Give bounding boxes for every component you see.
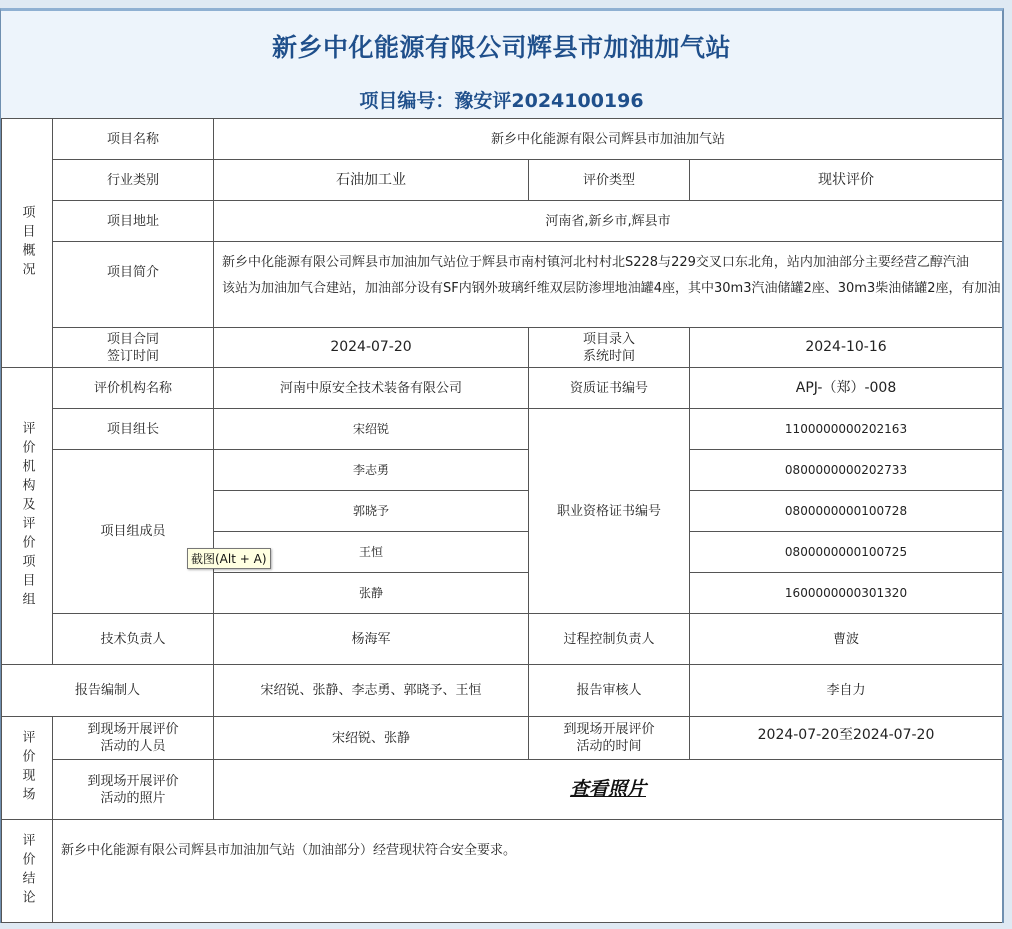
- section-agency-label: 评价机构及评价项目组: [1, 367, 52, 664]
- contract-time-label: 项目合同 签订时间: [52, 327, 213, 367]
- project-number: 项目编号：豫安评2024100196: [359, 90, 644, 112]
- report-author-value: 宋绍锐、张静、李志勇、郭晓予、王恒: [213, 664, 528, 716]
- section-conclusion-label: 评价结论: [1, 819, 52, 922]
- process-lead-value: 曹波: [689, 613, 1002, 664]
- person-name: 郭晓予: [213, 490, 528, 531]
- table-bottom-border: [1, 922, 1002, 923]
- process-lead-label: 过程控制负责人: [528, 613, 689, 664]
- intro-value: [213, 241, 1002, 327]
- intro-label: 项目简介: [52, 241, 213, 327]
- qualification-label: 职业资格证书编号: [528, 408, 689, 613]
- person-name: 李志勇: [213, 449, 528, 490]
- industry-value: 石油加工业: [213, 159, 528, 200]
- site-people-label: 到现场开展评价 活动的人员: [52, 716, 213, 759]
- person-name: 张静: [213, 572, 528, 613]
- page-title: 新乡中化能源有限公司辉县市加油加气站: [271, 33, 731, 62]
- org-name-value: 河南中原安全技术装备有限公司: [213, 367, 528, 408]
- person-name: 宋绍锐: [213, 408, 528, 449]
- site-time-value: 2024-07-20至2024-07-20: [689, 716, 1002, 759]
- tech-lead-label: 技术负责人: [52, 613, 213, 664]
- entry-time-label: 项目录入 系统时间: [528, 327, 689, 367]
- person-cert: 0800000000202733: [689, 449, 1002, 490]
- info-table: [1, 118, 1002, 923]
- project-name-label: 项目名称: [52, 118, 213, 159]
- person-cert: 0800000000100725: [689, 531, 1002, 572]
- eval-type-value: 现状评价: [689, 159, 1002, 200]
- view-photos-link[interactable]: 查看照片: [569, 778, 646, 800]
- intro-line: 新乡中化能源有限公司辉县市加油加气站位于辉县市南村镇河北村村北S228与229交叉口东北角，站内加油部分主要经营乙醇汽油: [222, 255, 969, 270]
- address-value: 河南省,新乡市,辉县市: [213, 200, 1002, 241]
- org-name-label: 评价机构名称: [52, 367, 213, 408]
- contract-time-value: 2024-07-20: [213, 327, 528, 367]
- section-overview-label: 项目概况: [1, 118, 52, 367]
- person-cert: 1600000000301320: [689, 572, 1002, 613]
- cert-number-label: 资质证书编号: [528, 367, 689, 408]
- person-name: 王恒: [213, 531, 528, 572]
- report-frame: [0, 8, 1004, 923]
- intro-line: 该站为加油加气合建站，加油部分设有SF内钢外玻璃纤维双层防渗埋地油罐4座，其中30m3汽油储罐2座、30m3柴油储罐2座，有加油: [222, 281, 1001, 296]
- site-time-label: 到现场开展评价 活动的时间: [528, 716, 689, 759]
- report-header: [1, 11, 1002, 118]
- industry-label: 行业类别: [52, 159, 213, 200]
- section-site-label: 评价现场: [1, 716, 52, 819]
- report-author-label: 报告编制人: [1, 664, 213, 716]
- screenshot-tooltip: 截图(Alt + A): [187, 548, 271, 569]
- entry-time-value: 2024-10-16: [689, 327, 1002, 367]
- site-photo-label: 到现场开展评价 活动的照片: [52, 759, 213, 819]
- address-label: 项目地址: [52, 200, 213, 241]
- person-cert: 0800000000100728: [689, 490, 1002, 531]
- site-photo-cell: [213, 759, 1002, 819]
- person-cert: 1100000000202163: [689, 408, 1002, 449]
- conclusion-text: 新乡中化能源有限公司辉县市加油加气站（加油部分）经营现状符合安全要求。: [52, 819, 1002, 922]
- report-reviewer-label: 报告审核人: [528, 664, 689, 716]
- cert-number-value: APJ-（郑）-008: [689, 367, 1002, 408]
- site-people-value: 宋绍锐、张静: [213, 716, 528, 759]
- report-reviewer-value: 李自力: [689, 664, 1002, 716]
- project-name-value: 新乡中化能源有限公司辉县市加油加气站: [213, 118, 1002, 159]
- tech-lead-value: 杨海军: [213, 613, 528, 664]
- leader-label: 项目组长: [52, 408, 213, 449]
- eval-type-label: 评价类型: [528, 159, 689, 200]
- members-label: 项目组成员: [52, 449, 213, 613]
